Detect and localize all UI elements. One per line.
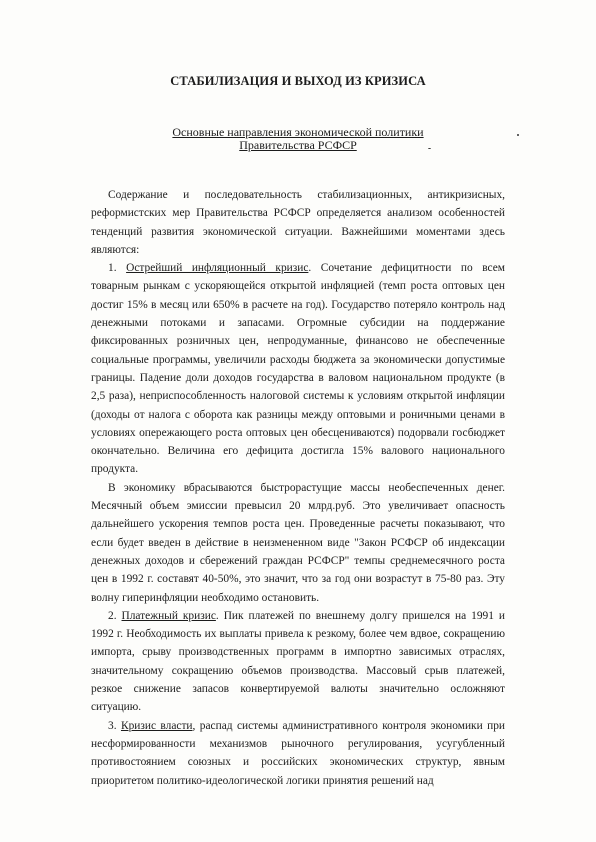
paragraph-3-heading: Кризис власти <box>120 719 193 732</box>
paragraph-1-number: 1. <box>108 262 127 275</box>
subtitle-line-1: Основные направления экономической политики <box>172 125 424 139</box>
paragraph-3 <box>91 717 505 790</box>
paragraph-intro: Содержание и последовательность стабилизационных, антикризисных, реформистских мер Правительства РСФСР определяется анализом особенностей тенденций развития экономической ситуации. Важнейшими моментами здесь являются: <box>91 189 505 256</box>
scan-speck <box>428 148 431 149</box>
scan-speck <box>517 134 519 136</box>
subtitle-line-2: Правительства РСФСР <box>239 138 357 152</box>
paragraph-3-number: 3. <box>108 719 121 732</box>
paragraph-2 <box>91 607 505 717</box>
paragraph-1-heading: Острейший инфляционный кризис <box>126 262 309 275</box>
document-body <box>91 186 505 790</box>
paragraph-1-text: . Сочетание дефицитности по всем товарным рынкам с ускоряющейся открытой инфляцией (темп роста оптовых цен достиг 15% в месяц или 650% в расчете на год). Государство потеряло контроль над денежными потоками и запасами. Огромные субсидии на поддержание фиксированных розничных цен, непродуманные, финансово не обеспеченные социальные программы, увеличили расходы бюджета за экономически допустимые границы. Падение доли доходов государства в валовом национальном продукте (в 2,5 раза), неприспособленность налоговой системы к условиям открытой инфляции (доходы от налога с оборота как разницы между оптовыми и роничными ценами в условиях опережающего роста оптовых цен обесцениваются) подорвали госбюджет окончательно. Величина его дефицита достигла 15% валового национального продукта. <box>91 262 506 476</box>
paragraph-3-text: , распад системы административного контроля экономики при несформированности механизмов рыночного регулирования, усугубленный противостоянием союзных и российских экономических структур, явным приоритетом политико-идеологической логики принятия решений над <box>91 719 505 787</box>
paragraph-2-text: . Пик платежей по внешнему долгу пришелся на 1991 и 1992 г. Необходимость их выплаты привела к резкому, более чем вдвое, сокращению импорта, срыву производственных программ в импортно зависимых отраслях, значительному сокращению объемов производства. Массовый срыв платежей, резкое снижение запасов конвертируемой валюты значительно осложняют ситуацию. <box>91 609 506 714</box>
paragraph-1 <box>91 259 505 479</box>
paragraph-2-number: 2. <box>108 609 122 622</box>
document-title: СТАБИЛИЗАЦИЯ И ВЫХОД ИЗ КРИЗИСА <box>170 74 426 88</box>
paragraph-1b: В экономику вбрасываются быстрорастущие массы необеспеченных денег. Месячный объем эмиссии превысил 20 млрд.руб. Это увеличивает опасность дальнейшего ускорения темпов роста цен. Проведенные расчеты показывают, что если будет введен в действие в неизмененном виде "Закон РСФСР об индексации денежных доходов и сбережений граждан РСФСР" темпы среднемесячного роста цен в 1992 г. составят 40-50%, это значит, что за год они возрастут в 75-80 раз. Эту волну гиперинфляции необходимо остановить. <box>91 481 505 604</box>
paragraph-2-heading: Платежный кризис <box>121 609 216 622</box>
document-subtitle <box>0 126 596 152</box>
